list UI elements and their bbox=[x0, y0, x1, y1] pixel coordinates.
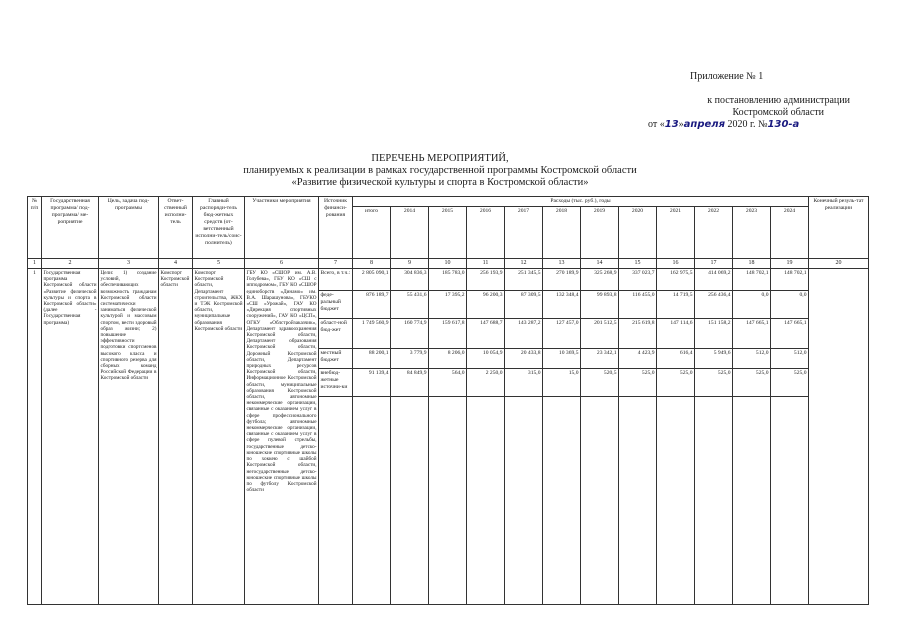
col-number: 5 bbox=[193, 259, 245, 269]
col-number: 17 bbox=[695, 259, 733, 269]
header-year: 2024 bbox=[771, 207, 809, 259]
header-manager: Главный распоряди-тель бюд-жетных средств (от-ветственный исполни-тель/соис-полнитель) bbox=[193, 197, 245, 259]
header-year: 2022 bbox=[695, 207, 733, 259]
header-year: 2016 bbox=[467, 207, 505, 259]
value-year: 270 189,9 bbox=[543, 269, 581, 291]
value-year: 151 158,2 bbox=[695, 319, 733, 349]
value-year: 525,0 bbox=[657, 369, 695, 397]
column-number-row bbox=[28, 259, 869, 269]
value-year: 5 949,6 bbox=[695, 349, 733, 369]
col-number: 19 bbox=[771, 259, 809, 269]
value-year: 10 369,5 bbox=[543, 349, 581, 369]
value-year: 315,0 bbox=[505, 369, 543, 397]
header-result: Конечный резуль-тат реализации bbox=[809, 197, 869, 259]
value-year: 185 783,0 bbox=[429, 269, 467, 291]
funding-source: феде-ральный бюджет bbox=[319, 291, 353, 319]
value-year: 525,0 bbox=[733, 369, 771, 397]
col-number: 10 bbox=[429, 259, 467, 269]
col-number: 16 bbox=[657, 259, 695, 269]
title-line-3: «Развитие физической культуры и спорта в Костромской области» bbox=[291, 177, 589, 188]
value-total: 1 749 560,9 bbox=[353, 319, 391, 349]
decree-day: 13 bbox=[664, 119, 679, 130]
date-prefix: от « bbox=[648, 119, 665, 130]
value-total: 2 805 090,1 bbox=[353, 269, 391, 291]
document-title bbox=[0, 153, 880, 189]
date-mid: » bbox=[678, 119, 684, 130]
empty-cell bbox=[353, 397, 391, 605]
row-number: 1 bbox=[28, 269, 42, 605]
col-number: 18 bbox=[733, 259, 771, 269]
value-year: 87 309,5 bbox=[505, 291, 543, 319]
header-year: 2020 bbox=[619, 207, 657, 259]
col-number: 9 bbox=[391, 259, 429, 269]
header-num: № п/п bbox=[28, 197, 42, 259]
decree-month: апреля bbox=[683, 119, 726, 130]
empty-cell bbox=[467, 397, 505, 605]
col-number: 2 bbox=[42, 259, 99, 269]
empty-cell bbox=[391, 397, 429, 605]
final-result bbox=[809, 269, 869, 605]
value-year: 14 719,5 bbox=[657, 291, 695, 319]
responsible-executor: Комспорт Костромской области bbox=[159, 269, 193, 605]
empty-cell bbox=[657, 397, 695, 605]
header-year: 2014 bbox=[391, 207, 429, 259]
value-year: 0,0 bbox=[733, 291, 771, 319]
value-year: 148 702,1 bbox=[771, 269, 809, 291]
value-year: 325 268,9 bbox=[581, 269, 619, 291]
value-year: 160 774,9 bbox=[391, 319, 429, 349]
value-year: 512,0 bbox=[733, 349, 771, 369]
value-year: 564,0 bbox=[429, 369, 467, 397]
value-year: 215 619,8 bbox=[619, 319, 657, 349]
value-year: 414 069,2 bbox=[695, 269, 733, 291]
value-year: 525,0 bbox=[695, 369, 733, 397]
header-year: 2015 bbox=[429, 207, 467, 259]
title-line-1: ПЕРЕЧЕНЬ МЕРОПРИЯТИЙ, bbox=[371, 153, 509, 164]
value-year: 143 287,2 bbox=[505, 319, 543, 349]
empty-cell bbox=[771, 397, 809, 605]
decree-date-line bbox=[648, 119, 868, 131]
funding-source: Всего, в т.ч.: bbox=[319, 269, 353, 291]
value-year: 3 779,9 bbox=[391, 349, 429, 369]
empty-cell bbox=[581, 397, 619, 605]
value-year: 96 200,3 bbox=[467, 291, 505, 319]
value-year: 17 395,2 bbox=[429, 291, 467, 319]
col-number: 6 bbox=[245, 259, 319, 269]
col-number: 12 bbox=[505, 259, 543, 269]
decree-reference: к постановлению администрации bbox=[707, 95, 850, 106]
empty-cell bbox=[505, 397, 543, 605]
header-year: 2021 bbox=[657, 207, 695, 259]
col-number: 20 bbox=[809, 259, 869, 269]
value-total: 876 189,7 bbox=[353, 291, 391, 319]
title-line-2: планируемых к реализации в рамках государственной программы Костромской области bbox=[243, 165, 637, 176]
col-number: 7 bbox=[319, 259, 353, 269]
col-number: 14 bbox=[581, 259, 619, 269]
value-year: 8 206,0 bbox=[429, 349, 467, 369]
value-year: 127 457,0 bbox=[543, 319, 581, 349]
value-year: 201 512,5 bbox=[581, 319, 619, 349]
value-year: 162 975,5 bbox=[657, 269, 695, 291]
header-goal: Цель, задача под-программы bbox=[99, 197, 159, 259]
year-suffix: 2020 г. № bbox=[725, 119, 768, 130]
value-year: 55 431,6 bbox=[391, 291, 429, 319]
empty-cell bbox=[619, 397, 657, 605]
header-year: 2017 bbox=[505, 207, 543, 259]
program-goal: Цели: 1) создание условий, обеспечивающих возможность гражданам Костромской области систематически заниматься физической культурой и массовым спортом, вести здоровый образ жизни; 2) повышение эффективности подготовки спортсменов высокого класса и спортивного резерва для сборных команд Российской Федерации в Костромской области bbox=[99, 269, 159, 605]
funding-source: област-ной бюд-жет bbox=[319, 319, 353, 349]
funding-source: внебюд-жетные источни-ки bbox=[319, 369, 353, 397]
header-year: 2023 bbox=[733, 207, 771, 259]
col-number: 13 bbox=[543, 259, 581, 269]
empty-cell bbox=[319, 397, 353, 605]
value-year: 337 023,7 bbox=[619, 269, 657, 291]
funding-row-total bbox=[28, 269, 869, 291]
value-year: 147 665,1 bbox=[771, 319, 809, 349]
empty-cell bbox=[733, 397, 771, 605]
value-year: 116 455,0 bbox=[619, 291, 657, 319]
col-number: 8 bbox=[353, 259, 391, 269]
value-year: 147 688,7 bbox=[467, 319, 505, 349]
col-number: 3 bbox=[99, 259, 159, 269]
value-total: 91 139,4 bbox=[353, 369, 391, 397]
value-year: 256 193,9 bbox=[467, 269, 505, 291]
value-year: 616,4 bbox=[657, 349, 695, 369]
col-number: 15 bbox=[619, 259, 657, 269]
participants: ГБУ КО «СШОР им. А.В. Голубева», ГБУ КО «СШ с ипподромом», ГБУ КО «СШОР единоборств «Динамо» им. В.А. Шарашунова», ГБУКО «СШ «Урожай», ГАУ КО «Дирекция спортивных сооружений», ГАУ КО «ЦСП», ОГКУ «Облстройзаказчик», Департамент здравоохранения Костромской области, Департамент образования Костромской области, Дорожный Костромской области, Департамент природных ресурсов Костромской области, Информационное Костромской области, муниципальные образования Костромской области, автономные некоммерческие организации, связанные с оказанием услуг в сфере профессионального футбола; автономные некоммерческие организации, связанные с оказанием услуг в сфере пулевой стрельбы, государственные детско-юношеские спортивные школы по хоккею с шайбой Костромской области, негосударственные детско-юношеские спортивные школы по футболу Костромской области bbox=[245, 269, 319, 605]
value-year: 159 617,8 bbox=[429, 319, 467, 349]
header-year: 2018 bbox=[543, 207, 581, 259]
value-year: 147 114,6 bbox=[657, 319, 695, 349]
program-name: Государственная программа Костромской области «Развитие физической культуры и спорта в Костромской области» (далее - Государственная программа) bbox=[42, 269, 99, 605]
value-year: 525,0 bbox=[619, 369, 657, 397]
value-year: 148 702,1 bbox=[733, 269, 771, 291]
header-program: Государственная программа/ под-программа/ ме-роприятие bbox=[42, 197, 99, 259]
empty-cell bbox=[543, 397, 581, 605]
value-year: 4 423,9 bbox=[619, 349, 657, 369]
value-total: 88 200,1 bbox=[353, 349, 391, 369]
value-year: 2 250,0 bbox=[467, 369, 505, 397]
value-year: 520,5 bbox=[581, 369, 619, 397]
header-year: 2019 bbox=[581, 207, 619, 259]
value-year: 132 348,4 bbox=[543, 291, 581, 319]
funding-source: местный бюджет bbox=[319, 349, 353, 369]
empty-cell bbox=[695, 397, 733, 605]
header-executor: Ответ-ственный исполни-тель bbox=[159, 197, 193, 259]
value-year: 99 893,8 bbox=[581, 291, 619, 319]
region-name: Костромской области bbox=[732, 107, 824, 118]
header-participants: Участники мероприятия bbox=[245, 197, 319, 259]
appendix-label: Приложение № 1 bbox=[690, 71, 764, 82]
budget-manager: Комспорт Костромской области, Департамент строительства, ЖКХ и ТЭК Костромской области, муниципальные образования Костромской области bbox=[193, 269, 245, 605]
header-expenses: Расходы (тыс. руб.), годы bbox=[353, 197, 809, 207]
value-year: 251 345,5 bbox=[505, 269, 543, 291]
value-year: 0,0 bbox=[771, 291, 809, 319]
col-number: 11 bbox=[467, 259, 505, 269]
value-year: 512,0 bbox=[771, 349, 809, 369]
col-number: 4 bbox=[159, 259, 193, 269]
value-year: 525,0 bbox=[771, 369, 809, 397]
header-source: Источник финанси-рования bbox=[319, 197, 353, 259]
value-year: 147 665,1 bbox=[733, 319, 771, 349]
value-year: 84 849,9 bbox=[391, 369, 429, 397]
header-total: итого bbox=[353, 207, 391, 259]
value-year: 256 436,4 bbox=[695, 291, 733, 319]
value-year: 15,0 bbox=[543, 369, 581, 397]
decree-number: 130-а bbox=[767, 119, 800, 130]
value-year: 20 433,8 bbox=[505, 349, 543, 369]
col-number: 1 bbox=[28, 259, 42, 269]
value-year: 10 054,9 bbox=[467, 349, 505, 369]
value-year: 304 836,3 bbox=[391, 269, 429, 291]
empty-cell bbox=[429, 397, 467, 605]
value-year: 23 342,1 bbox=[581, 349, 619, 369]
activities-table bbox=[27, 196, 869, 605]
